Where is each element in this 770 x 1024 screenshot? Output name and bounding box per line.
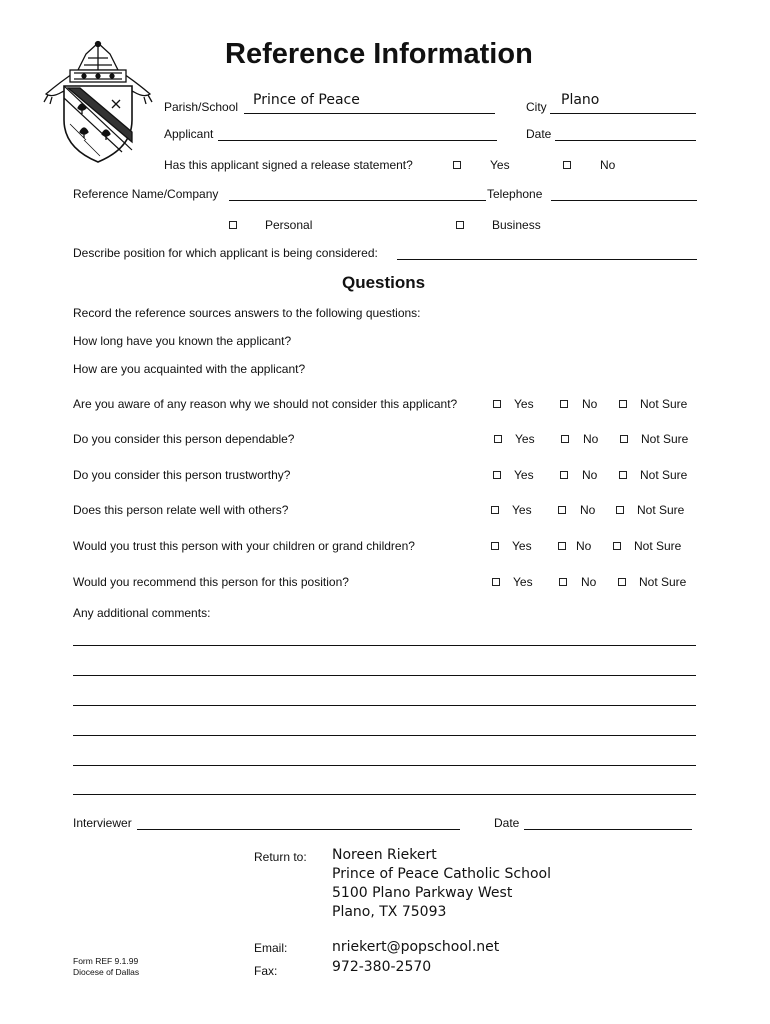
yes-checkbox[interactable] <box>492 578 500 586</box>
city-value: Plano <box>561 92 600 108</box>
business-checkbox[interactable] <box>456 221 464 229</box>
interview-date-input-line[interactable] <box>524 829 692 830</box>
no-checkbox[interactable] <box>558 506 566 514</box>
no-checkbox[interactable] <box>559 578 567 586</box>
return-address-line: Prince of Peace Catholic School <box>332 866 552 882</box>
open-question: How long have you known the applicant? <box>73 334 292 348</box>
no-label: No <box>583 432 599 446</box>
no-label: No <box>581 575 597 589</box>
parish-value: Prince of Peace <box>253 92 360 108</box>
date-input-line[interactable] <box>555 140 696 141</box>
yes-label: Yes <box>512 539 532 553</box>
reference-label: Reference Name/Company <box>73 187 219 201</box>
not-sure-checkbox[interactable] <box>618 578 626 586</box>
parish-input-line[interactable] <box>244 113 495 114</box>
release-no-checkbox[interactable] <box>563 161 571 169</box>
no-checkbox[interactable] <box>558 542 566 550</box>
yes-label: Yes <box>512 503 532 517</box>
yes-checkbox[interactable] <box>491 506 499 514</box>
yes-label: Yes <box>513 575 533 589</box>
comments-label: Any additional comments: <box>73 606 211 620</box>
return-address-line: 5100 Plano Parkway West <box>332 885 513 901</box>
no-checkbox[interactable] <box>561 435 569 443</box>
no-checkbox[interactable] <box>560 400 568 408</box>
release-no-label: No <box>600 158 616 172</box>
release-question: Has this applicant signed a release statement? <box>164 158 413 172</box>
telephone-label: Telephone <box>487 187 543 201</box>
interviewer-input-line[interactable] <box>137 829 460 830</box>
not-sure-checkbox[interactable] <box>620 435 628 443</box>
comment-line[interactable] <box>73 705 696 706</box>
comment-line[interactable] <box>73 765 696 766</box>
not-sure-checkbox[interactable] <box>616 506 624 514</box>
yes-checkbox[interactable] <box>493 471 501 479</box>
choice-question-text: Do you consider this person trustworthy? <box>73 468 291 482</box>
choice-question-text: Do you consider this person dependable? <box>73 432 295 446</box>
questions-heading: Questions <box>342 273 426 292</box>
no-checkbox[interactable] <box>560 471 568 479</box>
no-label: No <box>580 503 596 517</box>
choice-question-text: Would you trust this person with your children or grand children? <box>73 539 415 553</box>
return-address-line: Noreen Riekert <box>332 847 437 863</box>
yes-label: Yes <box>514 397 534 411</box>
comment-line[interactable] <box>73 645 696 646</box>
questions-intro: Record the reference sources answers to the following questions: <box>73 306 421 320</box>
business-label: Business <box>492 218 541 232</box>
fax-value: 972-380-2570 <box>332 959 432 975</box>
release-yes-checkbox[interactable] <box>453 161 461 169</box>
yes-checkbox[interactable] <box>493 400 501 408</box>
not-sure-checkbox[interactable] <box>619 471 627 479</box>
not-sure-label: Not Sure <box>637 503 685 517</box>
return-label: Return to: <box>254 850 307 864</box>
parish-label: Parish/School <box>164 100 239 114</box>
not-sure-label: Not Sure <box>634 539 682 553</box>
interviewer-label: Interviewer <box>73 816 132 830</box>
page-title: Reference Information <box>225 38 533 70</box>
not-sure-checkbox[interactable] <box>619 400 627 408</box>
comment-line[interactable] <box>73 735 696 736</box>
choice-question-text: Are you aware of any reason why we should not consider this applicant? <box>73 397 458 411</box>
city-label: City <box>526 100 547 114</box>
comment-line[interactable] <box>73 675 696 676</box>
yes-label: Yes <box>514 468 534 482</box>
no-label: No <box>582 397 598 411</box>
diocese-label: Diocese of Dallas <box>73 967 140 977</box>
email-value: nriekert@popschool.net <box>332 939 500 955</box>
yes-label: Yes <box>515 432 535 446</box>
city-input-line[interactable] <box>550 113 696 114</box>
form-code: Form REF 9.1.99 <box>73 956 139 966</box>
choice-question-text: Does this person relate well with others? <box>73 503 289 517</box>
not-sure-label: Not Sure <box>640 468 688 482</box>
comment-line[interactable] <box>73 794 696 795</box>
date-label: Date <box>526 127 552 141</box>
return-address-line: Plano, TX 75093 <box>332 904 447 920</box>
yes-checkbox[interactable] <box>494 435 502 443</box>
interview-date-label: Date <box>494 816 520 830</box>
applicant-input-line[interactable] <box>218 140 497 141</box>
telephone-input-line[interactable] <box>551 200 697 201</box>
position-input-line[interactable] <box>397 259 697 260</box>
personal-label: Personal <box>265 218 313 232</box>
release-yes-label: Yes <box>490 158 510 172</box>
diocese-crest-logo <box>40 40 156 166</box>
open-question: How are you acquainted with the applicant? <box>73 362 306 376</box>
personal-checkbox[interactable] <box>229 221 237 229</box>
not-sure-label: Not Sure <box>640 397 688 411</box>
yes-checkbox[interactable] <box>491 542 499 550</box>
reference-input-line[interactable] <box>229 200 486 201</box>
not-sure-label: Not Sure <box>639 575 687 589</box>
position-label: Describe position for which applicant is being considered: <box>73 246 378 260</box>
applicant-label: Applicant <box>164 127 214 141</box>
fax-label: Fax: <box>254 964 278 978</box>
no-label: No <box>582 468 598 482</box>
email-label: Email: <box>254 941 288 955</box>
no-label: No <box>576 539 592 553</box>
not-sure-checkbox[interactable] <box>613 542 621 550</box>
not-sure-label: Not Sure <box>641 432 689 446</box>
choice-question-text: Would you recommend this person for this position? <box>73 575 349 589</box>
